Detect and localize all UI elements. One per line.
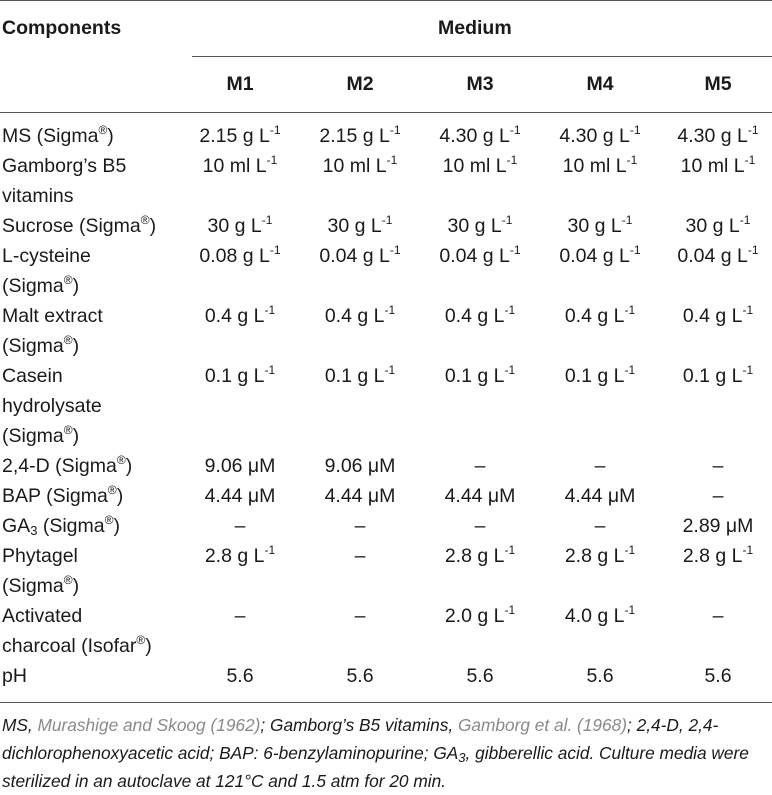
table-cell: 5.6 <box>466 665 494 687</box>
table-cell: 0.04 g $L^{-1}$ <box>319 243 401 267</box>
reference-gamborg: Gamborg et al. (1968) <box>457 715 628 735</box>
table-cell: 9.06 μM <box>204 455 276 477</box>
table-cell: 5.6 <box>586 665 614 687</box>
table-cell: 0.08 g $L^{-1}$ <box>199 243 281 267</box>
component-label: vitamins <box>2 185 74 207</box>
table-cell: 30 g $L^{-1}$ <box>447 213 513 237</box>
table-cell: 0.04 g $L^{-1}$ <box>439 243 521 267</box>
component-label: Gamborg’s B5 <box>2 155 127 177</box>
table-bottom-rule <box>0 702 772 703</box>
table-cell: 4.44 μM <box>204 485 276 507</box>
table-cell: 0.1 g $L^{-1}$ <box>444 363 516 387</box>
table-cell: 2.0 g $L^{-1}$ <box>444 603 516 627</box>
table-cell: 10 ml $L^{-1}$ <box>442 153 518 177</box>
components-header: Components <box>2 17 122 39</box>
table-cell: 5.6 <box>704 665 732 687</box>
component-label: (Sigma®) <box>2 423 80 447</box>
component-label: (Sigma®) <box>2 573 80 597</box>
table-cell: 30 g $L^{-1}$ <box>567 213 633 237</box>
medium-column-header: M5 <box>704 73 732 95</box>
footnote-subscript: 3 <box>458 750 466 765</box>
component-label: charcoal (Isofar®) <box>2 633 152 657</box>
table-cell: 0.4 g $L^{-1}$ <box>444 303 516 327</box>
footnote-text: , gibberellic acid. Culture media were sterilized in an autoclave at 121°C and 1.5 atm for 20 min. <box>2 743 749 791</box>
component-label: 2,4-D (Sigma®) <box>2 453 133 477</box>
table-cell: 0.04 g $L^{-1}$ <box>677 243 759 267</box>
table-cell: 2.15 g $L^{-1}$ <box>199 123 281 147</box>
table-cell: 2.89 μM <box>682 515 754 537</box>
table-cell: 4.0 g $L^{-1}$ <box>564 603 636 627</box>
reference-murashige-skoog: Murashige and Skoog (1962) <box>37 715 261 735</box>
table-cell: 4.30 g $L^{-1}$ <box>677 123 759 147</box>
table-cell: 10 ml $L^{-1}$ <box>680 153 756 177</box>
table-footnote <box>2 711 767 795</box>
table-cell: 2.15 g $L^{-1}$ <box>319 123 401 147</box>
medium-column-header: M1 <box>226 73 254 95</box>
table-cell: 4.44 μM <box>324 485 396 507</box>
table-cell: 30 g $L^{-1}$ <box>207 213 273 237</box>
table-cell: 4.44 μM <box>444 485 516 507</box>
component-label: Malt extract <box>2 305 103 327</box>
table-cell: 4.30 g $L^{-1}$ <box>439 123 521 147</box>
component-label: (Sigma®) <box>2 273 80 297</box>
table-cell: 5.6 <box>226 665 254 687</box>
table-cell: 9.06 μM <box>324 455 396 477</box>
component-label: hydrolysate <box>2 395 102 417</box>
table-cell: – <box>234 605 246 627</box>
table-cell: 0.1 g $L^{-1}$ <box>204 363 276 387</box>
table-cell: – <box>594 515 606 537</box>
component-label: Casein <box>2 365 63 387</box>
table-cell: 0.4 g $L^{-1}$ <box>324 303 396 327</box>
top-rule <box>0 0 772 1</box>
table-cell: 2.8 g $L^{-1}$ <box>564 543 636 567</box>
table-cell: 2.8 g $L^{-1}$ <box>204 543 276 567</box>
component-label: L-cysteine <box>2 245 91 267</box>
table-cell: 0.1 g $L^{-1}$ <box>682 363 754 387</box>
table-cell: – <box>594 455 606 477</box>
table-cell: – <box>712 455 724 477</box>
table-cell: 0.1 g $L^{-1}$ <box>564 363 636 387</box>
table-cell: 5.6 <box>346 665 374 687</box>
table-cell: – <box>354 545 366 567</box>
table-cell: 4.44 μM <box>564 485 636 507</box>
component-label: Activated <box>2 605 83 627</box>
table-cell: 2.8 g $L^{-1}$ <box>444 543 516 567</box>
table-cell: – <box>474 455 486 477</box>
table-cell: 2.8 g $L^{-1}$ <box>682 543 754 567</box>
table-cell: 0.4 g $L^{-1}$ <box>204 303 276 327</box>
table-cell: – <box>354 515 366 537</box>
table-cell: 4.30 g $L^{-1}$ <box>559 123 641 147</box>
component-label: $GA_3$ (Sigma®) <box>2 513 120 538</box>
footnote-text: MS, <box>2 715 38 735</box>
table-cell: 10 ml $L^{-1}$ <box>322 153 398 177</box>
table-cell: 30 g $L^{-1}$ <box>327 213 393 237</box>
table-cell: – <box>474 515 486 537</box>
table-cell: – <box>712 485 724 507</box>
table-cell: – <box>354 605 366 627</box>
component-label: BAP (Sigma®) <box>2 483 124 507</box>
medium-column-header: M4 <box>586 73 614 95</box>
table-cell: 0.04 g $L^{-1}$ <box>559 243 641 267</box>
component-label: (Sigma®) <box>2 333 80 357</box>
table-cell: 30 g $L^{-1}$ <box>685 213 751 237</box>
component-label: Sucrose (Sigma®) <box>2 213 157 237</box>
table-cell: 10 ml $L^{-1}$ <box>202 153 278 177</box>
medium-rule <box>192 56 772 57</box>
medium-column-header: M3 <box>466 73 494 95</box>
header-bottom-rule <box>0 112 772 113</box>
footnote-text: ; 2,4-D, 2,4-dichlorophenoxyacetic acid; BAP: 6-benzylaminopurine; GA <box>2 715 719 763</box>
medium-header: Medium <box>438 17 512 39</box>
table-cell: – <box>712 605 724 627</box>
table-cell: 0.4 g $L^{-1}$ <box>564 303 636 327</box>
component-label: Phytagel <box>2 545 78 567</box>
component-label: MS (Sigma®) <box>2 123 114 147</box>
table-cell: 0.1 g $L^{-1}$ <box>324 363 396 387</box>
table-cell: – <box>234 515 246 537</box>
component-label: pH <box>2 665 27 687</box>
footnote-text: ; Gamborg’s B5 vitamins, <box>260 715 458 735</box>
medium-column-header: M2 <box>346 73 374 95</box>
table-cell: 10 ml $L^{-1}$ <box>562 153 638 177</box>
table-cell: 0.4 g $L^{-1}$ <box>682 303 754 327</box>
